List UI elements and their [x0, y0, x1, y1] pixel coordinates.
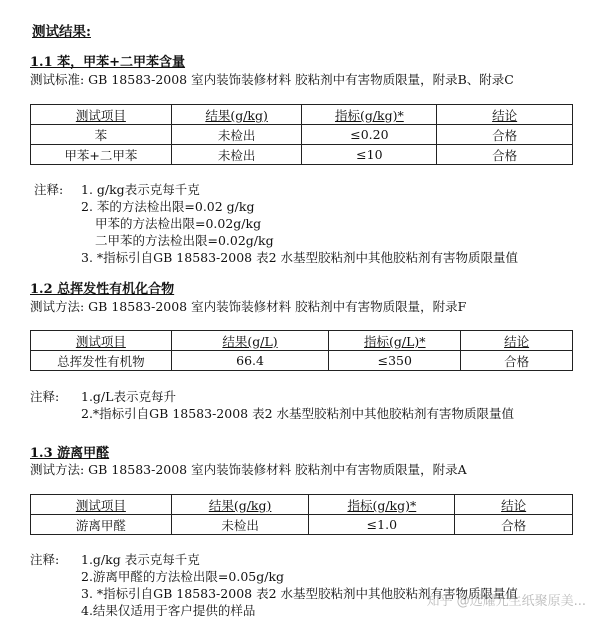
col-header: 测试项目: [31, 331, 172, 351]
section-2-heading: 1.2 总挥发性有机化合物: [30, 282, 175, 297]
note-line: 1.g/L表示克每升: [81, 389, 176, 404]
table-cell: 未检出: [171, 145, 302, 165]
section-3-table: [30, 494, 573, 535]
col-header: 指标(g/kg)*: [302, 105, 437, 125]
col-header: 测试项目: [31, 495, 172, 515]
note-line: 2. 苯的方法检出限=0.02 g/kg: [81, 199, 255, 214]
col-header: 指标(g/kg)*: [309, 495, 455, 515]
table-cell: 未检出: [171, 125, 302, 145]
note-line: 3. *指标引自GB 18583-2008 表2 水基型胶粘剂中其他胶粘剂有害物质限量值: [81, 250, 518, 265]
note-line: 1.g/kg 表示克每千克: [81, 552, 200, 567]
table-row: [31, 515, 573, 535]
table-row: [31, 145, 573, 165]
table-cell: 合格: [437, 145, 573, 165]
col-header: 结果(g/kg): [171, 105, 302, 125]
section-1-heading: 1.1 苯，甲苯+二甲苯含量: [30, 55, 186, 70]
table-row: [31, 351, 573, 371]
section-2-method: 测试方法: GB 18583-2008 室内装饰装修材料 胶粘剂中有害物质限量，附录F: [30, 299, 467, 314]
note-line: 1. g/kg表示克每千克: [81, 182, 200, 197]
section-2-table: [30, 330, 573, 371]
table-cell: 游离甲醛: [31, 515, 172, 535]
table-cell: 合格: [455, 515, 573, 535]
col-header: 结论: [455, 495, 573, 515]
table-cell: ≤0.20: [302, 125, 437, 145]
section-3-heading: 1.3 游离甲醛: [30, 446, 110, 461]
table-cell: 苯: [31, 125, 172, 145]
table-cell: 66.4: [171, 351, 329, 371]
col-header: 测试项目: [31, 105, 172, 125]
col-header: 结论: [437, 105, 573, 125]
col-header: 指标(g/L)*: [329, 331, 461, 351]
notes-label: 注释:: [30, 389, 60, 404]
table-cell: 甲苯+二甲苯: [31, 145, 172, 165]
table-cell: 合格: [461, 351, 573, 371]
table-cell: 合格: [437, 125, 573, 145]
section-1-table: [30, 104, 573, 165]
notes-label: 注释:: [34, 182, 64, 197]
note-line: 4.结果仅适用于客户提供的样品: [81, 603, 256, 618]
table-cell: ≤350: [329, 351, 461, 371]
notes-label: 注释:: [30, 552, 60, 567]
table-header-row: [31, 105, 573, 125]
col-header: 结果(g/L): [171, 331, 329, 351]
watermark: 知乎 @远耀元生纸聚原美...: [426, 594, 586, 609]
table-cell: 未检出: [171, 515, 309, 535]
page-title: 测试结果:: [32, 24, 91, 40]
table-cell: ≤1.0: [309, 515, 455, 535]
col-header: 结论: [461, 331, 573, 351]
note-line: 甲苯的方法检出限=0.02g/kg: [95, 216, 262, 231]
table-header-row: [31, 495, 573, 515]
note-line: 2.*指标引自GB 18583-2008 表2 水基型胶粘剂中其他胶粘剂有害物质限量值: [81, 406, 515, 421]
col-header: 结果(g/kg): [171, 495, 309, 515]
note-line: 3. *指标引自GB 18583-2008 表2 水基型胶粘剂中其他胶粘剂有害物质限量值: [81, 586, 518, 601]
table-row: [31, 125, 573, 145]
section-3-method: 测试方法: GB 18583-2008 室内装饰装修材料 胶粘剂中有害物质限量，附录A: [30, 462, 467, 477]
note-line: 2.游离甲醛的方法检出限=0.05g/kg: [81, 569, 285, 584]
section-1-method: 测试标准: GB 18583-2008 室内装饰装修材料 胶粘剂中有害物质限量，附录B、附录C: [30, 72, 514, 87]
table-cell: 总挥发性有机物: [31, 351, 172, 371]
table-cell: ≤10: [302, 145, 437, 165]
note-line: 二甲苯的方法检出限=0.02g/kg: [95, 233, 274, 248]
table-header-row: [31, 331, 573, 351]
